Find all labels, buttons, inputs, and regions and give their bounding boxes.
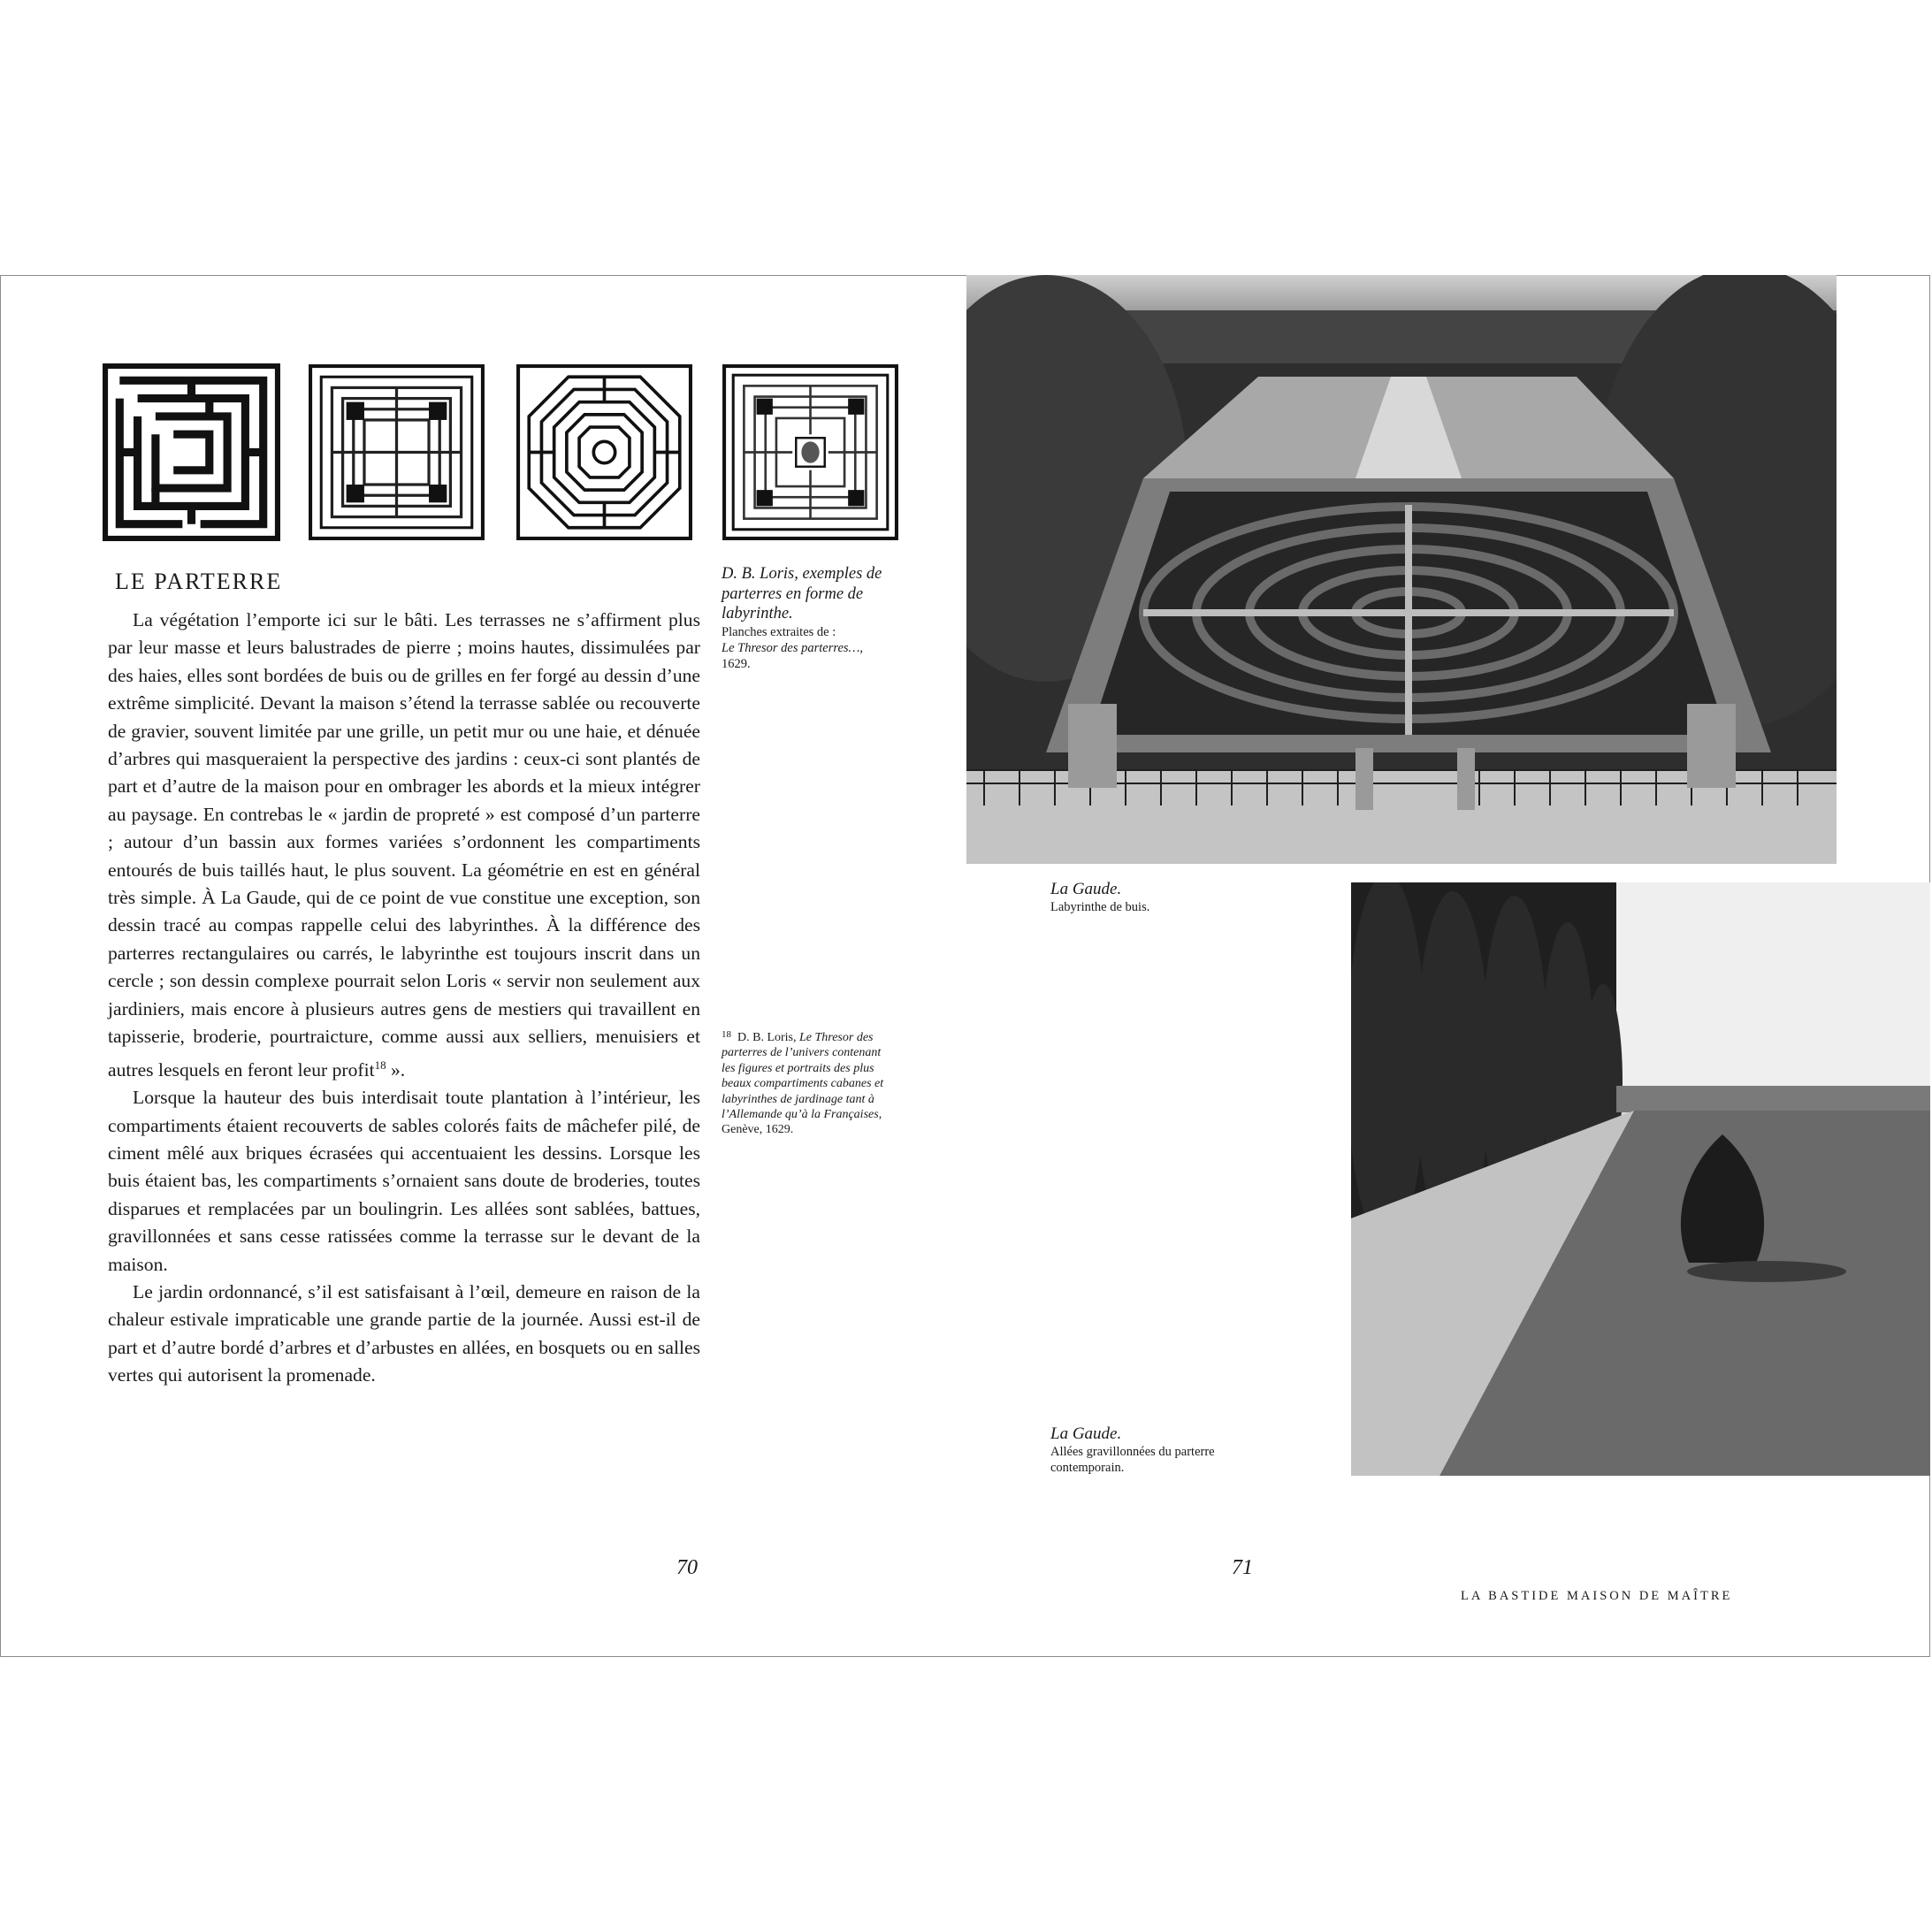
paragraph-1 (108, 607, 700, 1084)
maze-caption-title: D. B. Loris, exemples de parterres en forme de labyrinthe. (722, 565, 882, 622)
footnote-title: Le Thresor des parterres de l’univers contenant les figures et portraits des plus beaux compartiments cabanes et labyrinthes de jardinage tant à l’Allemande qu’à la Françaises (722, 1031, 884, 1122)
maze-engraving-2 (306, 363, 487, 542)
maze-drawing-4 (720, 363, 901, 542)
caption-photo-labyrinth (1050, 879, 1227, 915)
maze-engraving-4 (720, 363, 901, 542)
maze-engraving-3 (514, 363, 695, 542)
paragraph-1-text: La végétation l’emporte ici sur le bâti. Les terrasses ne s’affirment plus par leur masse et leurs balustrades de pierre ; moins hautes, dissimulées par des haies, elles sont bordées de buis ou de grilles en fer forgé au dessin d’une extrême simplicité. Devant la maison s’étend la terrasse sablée ou recouverte de gravier, souvent limitée par une grille, un petit mur ou une haie, et dénuée d’arbres qui masqueraient la perspective des jardins : ceux-ci sont plantés de part et d’autre de la maison pour en ombrager les abords et la mieux intégrer au paysage. En contrebas le « jardin de propreté » est composé d’un parterre ; autour d’un bassin aux formes variées s’ordonnent les compartiments entourés de buis taillés haut, le plus souvent. La géométrie en est en général très simple. À La Gaude, qui de ce point de vue constitue une exception, son dessin tracé au compas rappelle celui des labyrinthes. À la différence des parterres rectangulaires ou carrés, le labyrinthe est toujours inscrit dans un cercle ; son dessin complexe pourrait selon Loris « servir non seulement aux jardiniers, mais encore à plusieurs autres gens de mestiers qui travaillent en tapisserie, broderie, pourtraicture, comme aussi aux selliers, menuisiers et autres lesquels en feront leur profit (108, 609, 700, 1081)
caption-photo-alley-subtitle: Allées gravillonnées du parterre contemporain. (1050, 1445, 1215, 1475)
page-number-right: 71 (1232, 1556, 1253, 1579)
page-number-left: 70 (676, 1556, 698, 1579)
paragraph-3: Le jardin ordonnancé, s’il est satisfaisant à l’œil, demeure en raison de la chaleur estivale impraticable une grande partie de la journée. Aussi est-il de part et d’autre bordé d’arbres et d’arbustes en allées, en bosquets ou en salles vertes qui autorisent la promenade. (108, 1280, 700, 1386)
photo-labyrinth-drawing (966, 275, 1837, 864)
caption-photo-labyrinth-subtitle: Labyrinthe de buis. (1050, 900, 1150, 914)
photo-gravel-alley-drawing (1351, 882, 1930, 1476)
footnote-reference: 18 (374, 1058, 386, 1072)
footnote-author: D. B. Loris, (737, 1031, 799, 1044)
quote-close: ». (386, 1058, 406, 1081)
maze-engraving-1 (101, 363, 282, 542)
maze-caption-source-title: Le Thresor des parterres… (722, 640, 860, 655)
maze-drawing-3 (514, 363, 695, 542)
caption-photo-alley (1050, 1424, 1218, 1476)
caption-photo-labyrinth-title: La Gaude. (1050, 880, 1122, 898)
paragraph-2: Lorsque la hauteur des buis interdisait toute plantation à l’intérieur, les compartiments étaient recouverts de sables colorés faits de mâchefer pilé, de ciment mêlé aux briques écrasées qui accentuaient les dessins. Lorsque les buis étaient bas, les compartiments s’ornaient sans doute de broderies, toutes disparues et remplacées par un boulingrin. Les allées sont sablées, battues, gravillonnées et sans cesse ratissées comme la terrasse sur le devant de la maison. (108, 1087, 700, 1275)
maze-drawing-2 (306, 363, 487, 542)
caption-photo-alley-title: La Gaude. (1050, 1424, 1122, 1443)
maze-caption-line1: Planches extraites de : (722, 624, 836, 639)
footnote-tail: , Genève, 1629. (722, 1108, 882, 1137)
maze-caption-source-tail: , 1629. (722, 640, 864, 671)
running-head: LA BASTIDE MAISON DE MAÎTRE (1461, 1589, 1733, 1603)
maze-caption (722, 564, 890, 672)
footnote-number: 18 (722, 1029, 731, 1040)
photo-labyrinth-garden (966, 275, 1837, 864)
footnote-18 (722, 1027, 890, 1138)
body-text (108, 607, 700, 1390)
section-title: LE PARTERRE (115, 569, 283, 594)
maze-caption-source (722, 624, 890, 672)
maze-drawing-1 (101, 363, 282, 542)
photo-gravel-alley (1351, 882, 1930, 1476)
